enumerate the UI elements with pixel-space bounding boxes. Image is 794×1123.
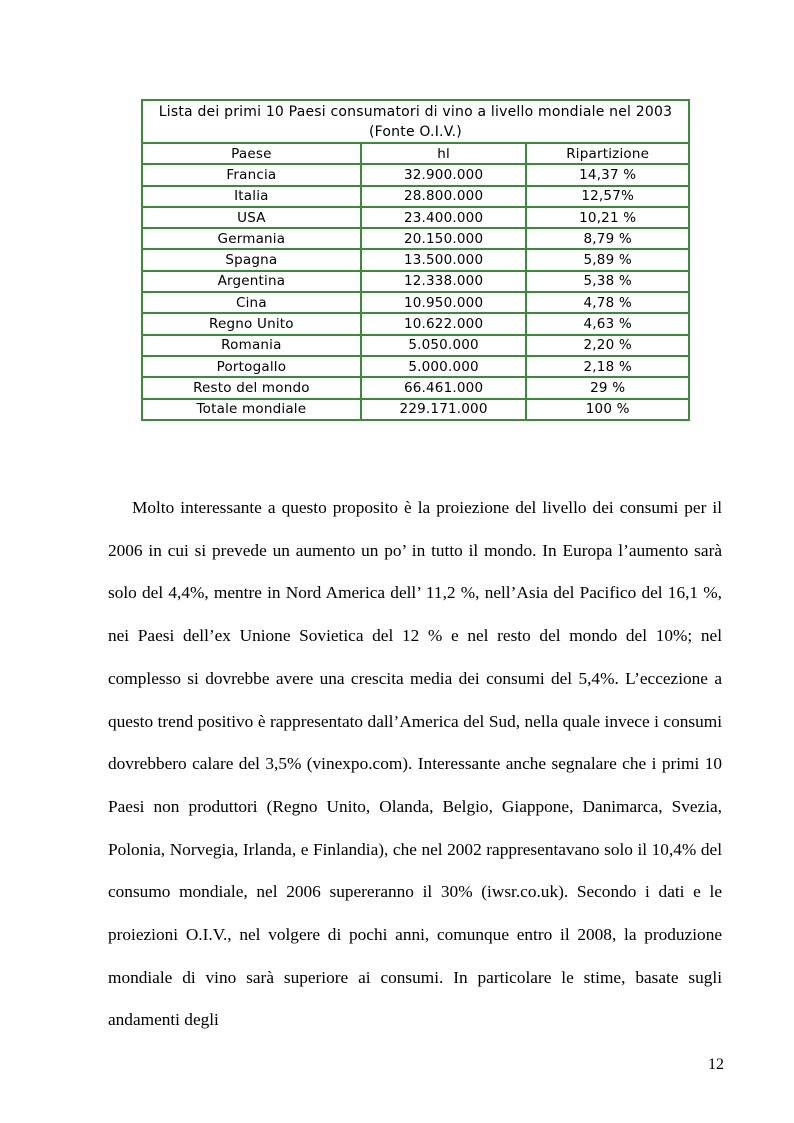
total-country: Totale mondiale bbox=[142, 399, 361, 420]
table-row bbox=[142, 271, 689, 292]
cell-share: 10,21 % bbox=[526, 207, 689, 228]
table-body bbox=[142, 164, 689, 398]
cell-country: Argentina bbox=[142, 271, 361, 292]
table-title bbox=[142, 100, 689, 143]
cell-hl: 20.150.000 bbox=[361, 228, 527, 249]
cell-country: Portogallo bbox=[142, 356, 361, 377]
page-number: 12 bbox=[708, 1056, 724, 1073]
cell-hl: 13.500.000 bbox=[361, 249, 527, 270]
cell-share: 2,18 % bbox=[526, 356, 689, 377]
cell-country: Germania bbox=[142, 228, 361, 249]
cell-country: USA bbox=[142, 207, 361, 228]
cell-share: 12,57% bbox=[526, 186, 689, 207]
cell-hl: 12.338.000 bbox=[361, 271, 527, 292]
table-row bbox=[142, 249, 689, 270]
cell-country: Spagna bbox=[142, 249, 361, 270]
cell-share: 5,38 % bbox=[526, 271, 689, 292]
table-title-line1: Lista dei primi 10 Paesi consumatori di vino a livello mondiale nel 2003 bbox=[158, 104, 673, 120]
cell-share: 4,78 % bbox=[526, 292, 689, 313]
table-row bbox=[142, 228, 689, 249]
cell-hl: 32.900.000 bbox=[361, 164, 527, 185]
cell-share: 4,63 % bbox=[526, 313, 689, 334]
cell-country: Romania bbox=[142, 335, 361, 356]
cell-share: 5,89 % bbox=[526, 249, 689, 270]
column-header-share: Ripartizione bbox=[526, 143, 689, 164]
cell-hl: 66.461.000 bbox=[361, 377, 527, 398]
table-title-line2: (Fonte O.I.V.) bbox=[369, 124, 462, 140]
wine-consumption-table-wrapper bbox=[141, 99, 690, 421]
wine-consumption-table bbox=[141, 99, 690, 421]
cell-hl: 28.800.000 bbox=[361, 186, 527, 207]
cell-country: Italia bbox=[142, 186, 361, 207]
cell-country: Resto del mondo bbox=[142, 377, 361, 398]
cell-hl: 5.000.000 bbox=[361, 356, 527, 377]
table-row bbox=[142, 335, 689, 356]
cell-country: Regno Unito bbox=[142, 313, 361, 334]
table-row bbox=[142, 377, 689, 398]
cell-share: 8,79 % bbox=[526, 228, 689, 249]
table-row bbox=[142, 186, 689, 207]
cell-country: Cina bbox=[142, 292, 361, 313]
table-row bbox=[142, 207, 689, 228]
cell-hl: 5.050.000 bbox=[361, 335, 527, 356]
table-row bbox=[142, 356, 689, 377]
cell-hl: 10.622.000 bbox=[361, 313, 527, 334]
cell-share: 14,37 % bbox=[526, 164, 689, 185]
column-header-country: Paese bbox=[142, 143, 361, 164]
total-share: 100 % bbox=[526, 399, 689, 420]
table-title-row bbox=[142, 100, 689, 143]
table-total-row bbox=[142, 399, 689, 420]
column-header-hl: hl bbox=[361, 143, 527, 164]
cell-hl: 23.400.000 bbox=[361, 207, 527, 228]
table-row bbox=[142, 292, 689, 313]
cell-share: 2,20 % bbox=[526, 335, 689, 356]
table-header-row bbox=[142, 143, 689, 164]
cell-share: 29 % bbox=[526, 377, 689, 398]
total-hl: 229.171.000 bbox=[361, 399, 527, 420]
cell-hl: 10.950.000 bbox=[361, 292, 527, 313]
cell-country: Francia bbox=[142, 164, 361, 185]
table-row bbox=[142, 313, 689, 334]
table-row bbox=[142, 164, 689, 185]
body-paragraph: Molto interessante a questo proposito è la proiezione del livello dei consumi per il 2006 in cui si prevede un aumento un po’ in tutto il mondo. In Europa l’aumento sarà solo del 4,4%, mentre in Nord America dell’ 11,2 %, nell’Asia del Pacifico del 16,1 %, nei Paesi dell’ex Unione Sovietica del 12 % e nel resto del mondo del 10%; nel complesso si dovrebbe avere una crescita media dei consumi del 5,4%. L’eccezione a questo trend positivo è rappresentato dall’America del Sud, nella quale invece i consumi dovrebbero calare del 3,5% (vinexpo.com). Interessante anche segnalare che i primi 10 Paesi non produttori (Regno Unito, Olanda, Belgio, Giappone, Danimarca, Svezia, Polonia, Norvegia, Irlanda, e Finlandia), che nel 2002 rappresentavano solo il 10,4% del consumo mondiale, nel 2006 supereranno il 30% (iwsr.co.uk). Secondo i dati e le proiezioni O.I.V., nel volgere di pochi anni, comunque entro il 2008, la produzione mondiale di vino sarà superiore ai consumi. In particolare le stime, basate sugli andamenti degli bbox=[108, 498, 722, 1030]
